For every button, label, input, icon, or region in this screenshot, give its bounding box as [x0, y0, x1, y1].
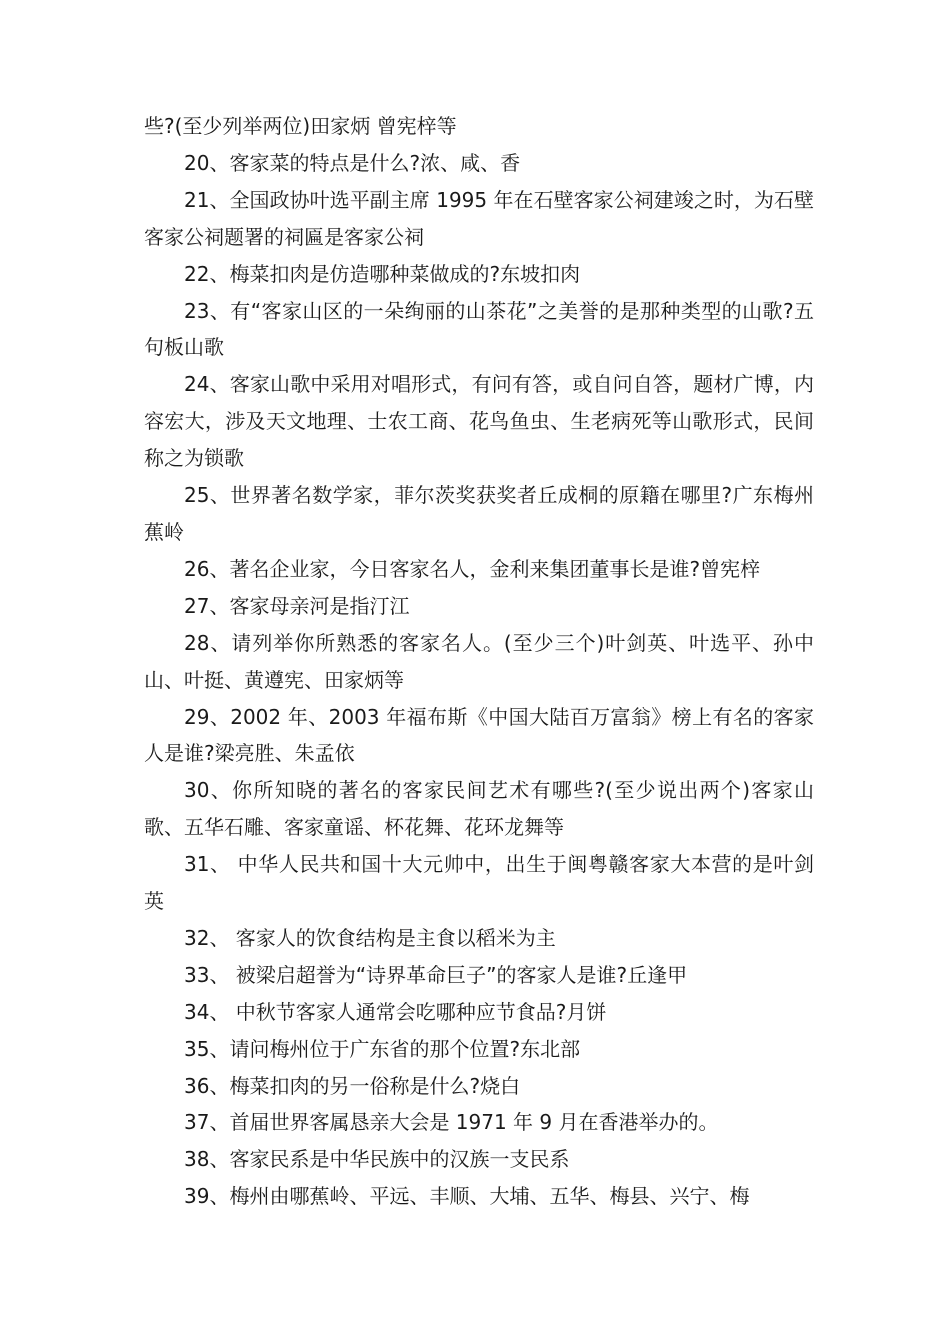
question-22: 22、梅菜扣肉是仿造哪种菜做成的?东坡扣肉	[184, 261, 581, 286]
question-34: 34、 中秋节客家人通常会吃哪种应节食品?月饼	[184, 999, 607, 1024]
question-21: 21、全国政协叶选平副主席 1995 年在石壁客家公祠建竣之时，为石壁客家公祠题署的祠匾是客家公祠	[144, 187, 814, 249]
question-38: 38、客家民系是中华民族中的汉族一支民系	[184, 1147, 570, 1172]
question-25: 25、世界著名数学家，菲尔茨奖获奖者丘成桐的原籍在哪里?广东梅州蕉岭	[144, 483, 814, 544]
question-35: 35、请问梅州位于广东省的那个位置?东北部	[184, 1036, 581, 1061]
question-32: 32、 客家人的饮食结构是主食以稻米为主	[184, 925, 556, 950]
question-39: 39、梅州由哪蕉岭、平远、丰顺、大埔、五华、梅县、兴宁、梅	[184, 1184, 750, 1209]
question-31: 31、 中华人民共和国十大元帅中，出生于闽粤赣客家大本营的是叶剑英	[144, 852, 814, 914]
question-36: 36、梅菜扣肉的另一俗称是什么?烧白	[184, 1073, 521, 1098]
question-24: 24、客家山歌中采用对唱形式，有问有答，或自问自答，题材广博，内容宏大，涉及天文地理、士农工商、花鸟鱼虫、生老病死等山歌形式，民间称之为锁歌	[144, 372, 814, 471]
question-27: 27、客家母亲河是指汀江	[184, 593, 410, 618]
paragraph-continuation: 些?(至少列举两位)田家炳 曾宪梓等	[144, 114, 457, 138]
question-23: 23、有“客家山区的一朵绚丽的山茶花”之美誉的是那种类型的山歌?五句板山歌	[144, 298, 814, 360]
question-28: 28、请列举你所熟悉的客家名人。(至少三个)叶剑英、叶选平、孙中山、叶挺、黄遵宪、田家炳等	[144, 630, 814, 692]
document-body	[144, 108, 814, 1215]
question-37: 37、首届世界客属恳亲大会是 1971 年 9 月在香港举办的。	[184, 1110, 719, 1135]
question-30: 30、你所知晓的著名的客家民间艺术有哪些?(至少说出两个)客家山歌、五华石雕、客家童谣、杯花舞、花环龙舞等	[144, 778, 814, 840]
question-20: 20、客家菜的特点是什么?浓、咸、香	[184, 150, 521, 175]
question-26: 26、著名企业家，今日客家名人，金利来集团董事长是谁?曾宪梓	[184, 556, 761, 581]
question-33: 33、 被梁启超誉为“诗界革命巨子”的客家人是谁?丘逢甲	[184, 962, 688, 987]
question-29: 29、2002 年、2003 年福布斯《中国大陆百万富翁》榜上有名的客家人是谁?梁亮胜、朱孟依	[144, 704, 814, 766]
